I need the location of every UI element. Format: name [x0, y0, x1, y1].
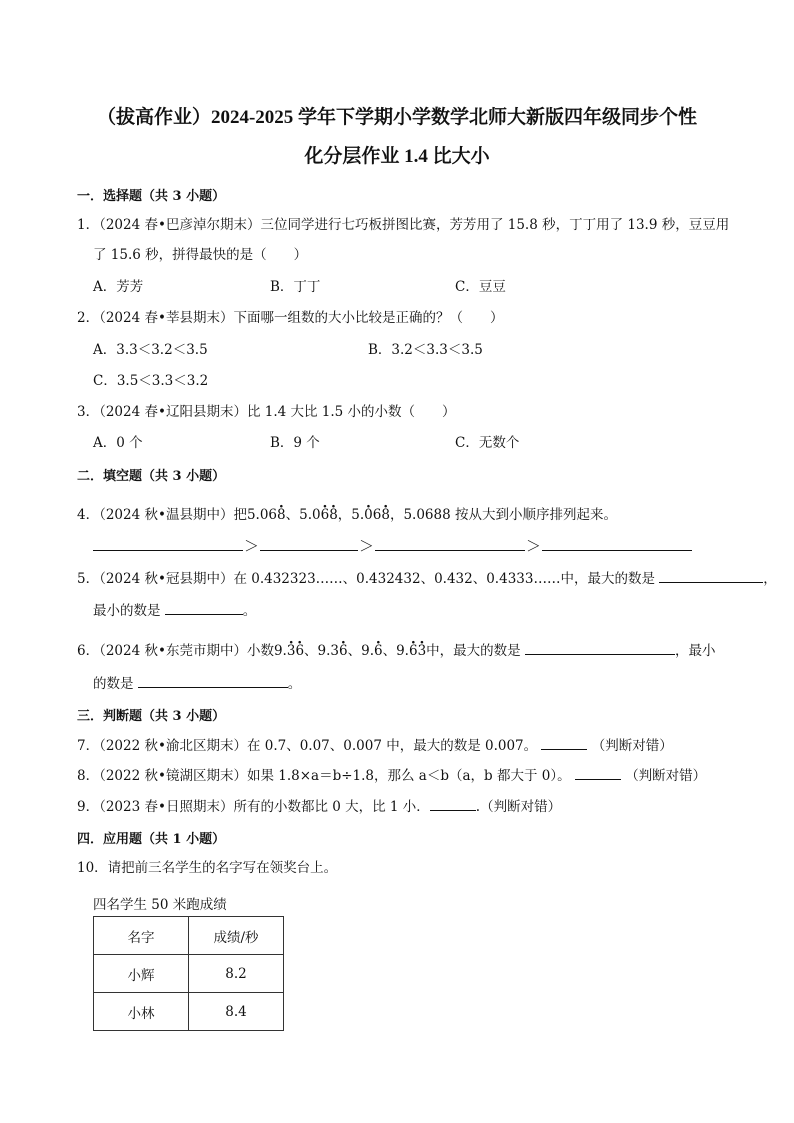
- q4-n2-part: 5.0: [299, 507, 321, 523]
- q6-repeat-digit: 6 ·: [374, 643, 383, 659]
- question-2-option-c: C．3.5＜3.3＜3.2: [93, 373, 209, 389]
- q6-part: 9.3: [317, 643, 340, 659]
- greater-than-sign: ＞: [244, 537, 260, 555]
- q4-n3-part: 6: [372, 507, 382, 523]
- question-4-line1: [77, 505, 617, 525]
- greater-than-sign: ＞: [526, 537, 542, 555]
- q4-n3-repeat-end: 8 ·: [381, 507, 390, 523]
- q6-part: 9.: [273, 643, 287, 659]
- question-9-text: 9．（2023 春•日照期末）所有的小数都比 0 大，比 1 小．: [77, 799, 430, 815]
- q6-repeat-digit: 3 ·: [287, 643, 296, 659]
- q4-number-3: [351, 507, 390, 523]
- q6-blank-min[interactable]: [138, 673, 288, 688]
- q5-comma: ，: [763, 571, 777, 587]
- table-cell-name: 小林: [94, 993, 189, 1031]
- q9-answer-blank[interactable]: [430, 796, 476, 811]
- q4-number-1: [247, 507, 286, 523]
- question-1-line2: 了 15.6 秒，拼得最快的是（ ）: [93, 247, 308, 263]
- question-3-option-c: C．无数个: [455, 435, 520, 451]
- q6-part: 9.: [396, 643, 409, 659]
- question-6-tail: ，最小: [674, 643, 716, 659]
- scores-table: [93, 916, 284, 1031]
- q6-repeat-digit: 6 ·: [339, 643, 348, 659]
- question-6-prefix: 6．（2024 秋•东莞市期中）小数: [77, 643, 274, 659]
- question-2-option-a: A．3.3＜3.2＜3.5: [93, 342, 208, 358]
- question-6-text-2: 的数是: [93, 676, 134, 692]
- q8-answer-blank[interactable]: [575, 765, 621, 780]
- table-header-cell: 成绩/秒: [189, 917, 284, 955]
- q5-blank-min[interactable]: [165, 600, 243, 615]
- q6-repeat-digit: 6 ·: [409, 643, 418, 659]
- table-header-cell: 名字: [94, 917, 189, 955]
- question-10-line1: 10．请把前三名学生的名字写在领奖台上。: [77, 860, 338, 876]
- q4-n2-repeat-start: 6 ·: [321, 507, 330, 523]
- q4-blank-1[interactable]: [93, 536, 243, 551]
- q8-judge-note: （判断对错）: [625, 768, 707, 784]
- section-heading-judge: 三．判断题（共 3 小题）: [77, 709, 226, 724]
- q6-number-2: [318, 643, 348, 659]
- question-9-line: [77, 796, 561, 817]
- q4-separator: 、: [285, 507, 300, 523]
- question-1-line1: 1．（2024 春•巴彦淖尔期末）三位同学进行七巧板拼图比赛，芳芳用了 15.8 秒，丁丁用了 13.9 秒，豆豆用: [77, 217, 730, 233]
- q7-answer-blank[interactable]: [541, 735, 587, 750]
- q6-number-1: [274, 643, 304, 659]
- question-5-line1: [77, 568, 777, 589]
- question-8-text: 8．（2022 秋•镜湖区期末）如果 1.8×a＝b÷1.8，那么 a＜b（a，b 都大于 0）。: [77, 768, 571, 784]
- question-1-option-c: C．豆豆: [455, 279, 506, 295]
- q4-separator: ，: [389, 507, 404, 523]
- table-cell-name: 小辉: [94, 955, 189, 993]
- section-heading-fill: 二．填空题（共 3 小题）: [77, 469, 226, 484]
- q6-number-4: [396, 643, 426, 659]
- q7-judge-note: （判断对错）: [591, 738, 673, 754]
- table-caption: 四名学生 50 米跑成绩: [93, 897, 227, 913]
- table-cell-score: 8.2: [189, 955, 284, 993]
- q6-separator: 、: [304, 643, 318, 659]
- table-header-row: [94, 917, 284, 955]
- question-6-mid: 中，最大的数是: [426, 643, 521, 659]
- q4-blank-3[interactable]: [375, 536, 525, 551]
- q6-blank-max[interactable]: [525, 640, 675, 655]
- question-5-line2: [93, 600, 256, 621]
- q9-judge-note: .（判断对错）: [475, 799, 562, 815]
- section-heading-choice: 一．选择题（共 3 小题）: [77, 189, 226, 204]
- table-cell-score: 8.4: [189, 993, 284, 1031]
- q4-separator: ，: [337, 507, 352, 523]
- q6-repeat-digit: 6 ·: [295, 643, 304, 659]
- table-row: [94, 993, 284, 1031]
- question-3-line1: 3．（2024 春•辽阳县期末）比 1.4 大比 1.5 小的小数（ ）: [77, 404, 456, 420]
- q6-separator: 、: [382, 643, 397, 659]
- question-4-suffix: 5.0688 按从大到小顺序排列起来。: [403, 507, 617, 523]
- question-3-option-b: B．9 个: [270, 435, 320, 451]
- question-1-option-a: A．芳芳: [93, 279, 144, 295]
- q4-n3-part: 5.: [351, 507, 365, 523]
- q5-period: 。: [242, 603, 257, 619]
- question-8-line: [77, 765, 706, 786]
- q6-separator: 、: [347, 643, 362, 659]
- q5-blank-max[interactable]: [659, 568, 763, 583]
- q4-n1-part: 5.06: [246, 507, 278, 523]
- question-6-line1: [77, 640, 715, 661]
- q4-number-2: [299, 507, 338, 523]
- question-2-option-b: B．3.2＜3.3＜3.5: [368, 342, 483, 358]
- q4-n1-repeat-digit: 8 ·: [277, 507, 286, 523]
- question-7-text: 7．（2022 秋•渝北区期末）在 0.7、0.07、0.007 中，最大的数是 0.007。: [77, 738, 538, 754]
- q4-blank-2[interactable]: [260, 536, 358, 551]
- q6-number-3: [361, 643, 382, 659]
- section-heading-application: 四．应用题（共 1 小题）: [77, 832, 226, 847]
- q6-period: 。: [287, 676, 302, 692]
- greater-than-sign: ＞: [359, 537, 375, 555]
- q6-repeat-digit: 3 ·: [418, 643, 427, 659]
- question-7-line: [77, 735, 673, 756]
- question-4-answer-line: [93, 536, 692, 557]
- q6-part: 9.: [361, 643, 374, 659]
- question-3-option-a: A．0 个: [93, 435, 143, 451]
- q4-n2-repeat-end: 8 ·: [329, 507, 338, 523]
- document-title-line1: （拔高作业）2024-2025 学年下学期小学数学北师大新版四年级同步个性: [96, 107, 698, 128]
- question-4-prefix: 4．（2024 秋•温县期中）把: [77, 507, 247, 523]
- question-5-text: 5．（2024 秋•冠县期中）在 0.432323……、0.432432、0.432、0.4333……中，最大的数是: [77, 571, 655, 587]
- question-2-line1: 2．（2024 春•莘县期末）下面哪一组数的大小比较是正确的？（ ）: [77, 310, 504, 326]
- question-1-option-b: B．丁丁: [270, 279, 321, 295]
- table-row: [94, 955, 284, 993]
- document-title-line2: 化分层作业 1.4 比大小: [304, 146, 490, 167]
- question-5-text-2: 最小的数是: [93, 603, 161, 619]
- question-6-line2: [93, 673, 301, 694]
- q4-n3-repeat-start: 0 ·: [364, 507, 373, 523]
- q4-blank-4[interactable]: [542, 536, 692, 551]
